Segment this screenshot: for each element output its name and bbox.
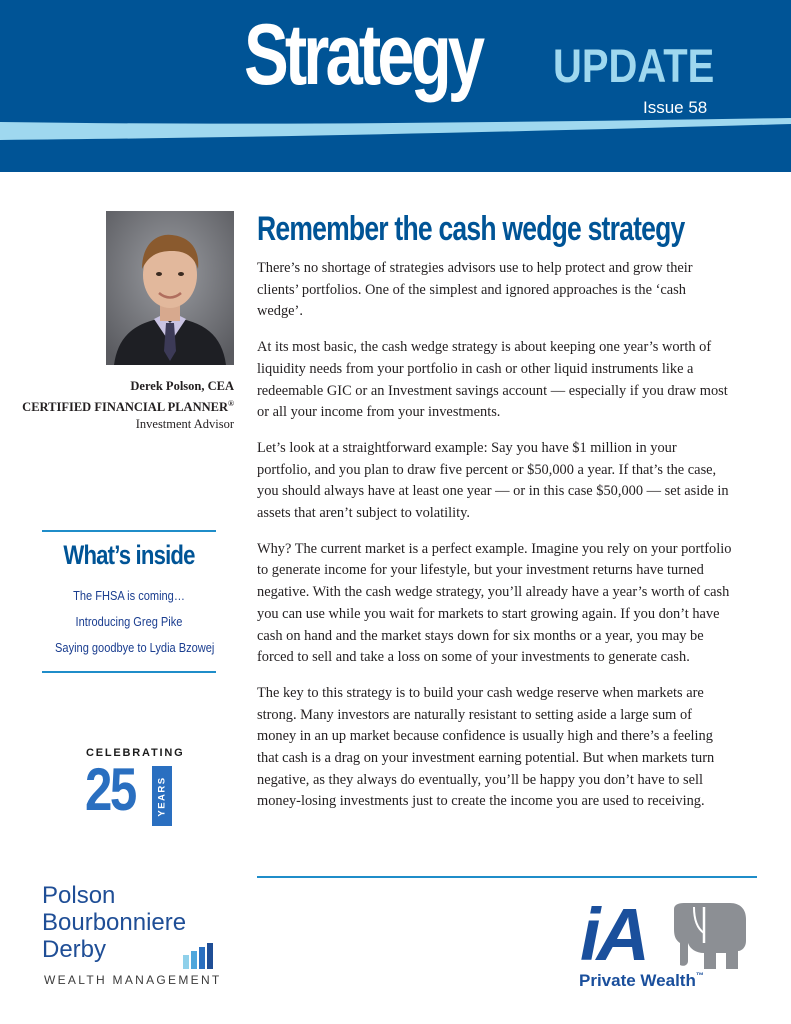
article-divider: [257, 876, 757, 878]
issue-number: Issue 58: [643, 98, 708, 117]
firm-name-line-1: Polson: [42, 882, 116, 909]
firm-bar-chart-icon: [183, 943, 215, 969]
masthead: [0, 0, 791, 172]
firm-name-line-2: Bourbonniere: [42, 909, 187, 936]
masthead-subtitle: UPDATE: [553, 39, 715, 92]
whats-inside-item-lydia-bzowej[interactable]: Saying goodbye to Lydia Bzowej: [55, 640, 215, 655]
advisor-portrait: [106, 211, 234, 365]
trademark-mark: ™: [695, 971, 704, 980]
advisor-name: Derek Polson, CEA: [130, 379, 234, 393]
anniversary-label: CELEBRATING: [86, 747, 185, 759]
article-paragraph: There’s no shortage of strategies advisors use to help protect and grow their clients’ portfolios. One of the simplest and ignored approaches is the ‘cash wedge’.: [257, 260, 693, 320]
article-title: Remember the cash wedge strategy: [257, 210, 685, 248]
anniversary-years: [152, 766, 172, 826]
sponsor-name: [579, 971, 704, 991]
whats-inside-box: [42, 530, 216, 673]
firm-logo: [42, 882, 186, 963]
article-paragraph: Why? The current market is a perfect example. Imagine you rely on your portfolio to generate income for your lifestyle, but your investment returns have turned negative. With the cash wedge strategy, you’ll already have a year’s worth of cash you can use while you wait for markets to start growing again. If you don’t have cash on hand and the market stays down for six months or a year, you may be forced to sell and take a loss on some of your investments to generate cash.: [257, 540, 732, 666]
elephant-icon: [668, 903, 748, 971]
anniversary-badge: [85, 747, 185, 823]
advisor-role: Investment Advisor: [135, 417, 234, 432]
article-paragraph: The key to this strategy is to build your cash wedge reserve when markets are strong. Many investors are naturally resistant to setting aside a large sum of money in an up market because confidence is usually high and there’s a feeling that cash is a drag on your investment earning potential. But when markets turn negative, as they always do eventually, you’ll be happy you don’t have to sell money-losing investments just to create the income you are used to receiving.: [257, 684, 715, 810]
anniversary-number: 25: [85, 756, 135, 823]
advisor-caption: [22, 378, 234, 433]
whats-inside-list: [42, 583, 216, 661]
anniversary-years-text: YEARS: [156, 775, 168, 817]
masthead-title: Strategy: [244, 7, 482, 103]
whats-inside-item-fhsa[interactable]: The FHSA is coming…: [73, 588, 185, 603]
whats-inside-heading: What’s inside: [63, 540, 195, 570]
sponsor-name-text: Private Wealth: [579, 971, 696, 990]
advisor-portrait-illustration: [106, 211, 234, 365]
firm-tagline: WEALTH MANAGEMENT: [44, 973, 222, 987]
article-paragraph: At its most basic, the cash wedge strategy is about keeping one year’s worth of liquidity needs from your portfolio in cash or other liquid instruments like a redeemable GIC or an Investment savings account — especially if you draw most or all your income from your investments.: [257, 339, 728, 421]
ia-logo-text: iA: [580, 893, 646, 976]
advisor-designation-text: CERTIFIED FINANCIAL PLANNER: [22, 400, 229, 415]
advisor-designation: [22, 395, 234, 416]
article-body: [257, 258, 734, 827]
article-paragraph: Let’s look at a straightforward example: Say you have $1 million in your portfolio, and you plan to draw five percent or $50,000 a year. If that’s the case, you should always have at least one year — or in this case $50,000 — set aside in assets that aren’t subject to volatility.: [257, 439, 729, 522]
registered-mark: ®: [228, 399, 234, 408]
whats-inside-item-greg-pike[interactable]: Introducing Greg Pike: [75, 614, 183, 629]
firm-name-line-3: Derby: [42, 936, 107, 963]
